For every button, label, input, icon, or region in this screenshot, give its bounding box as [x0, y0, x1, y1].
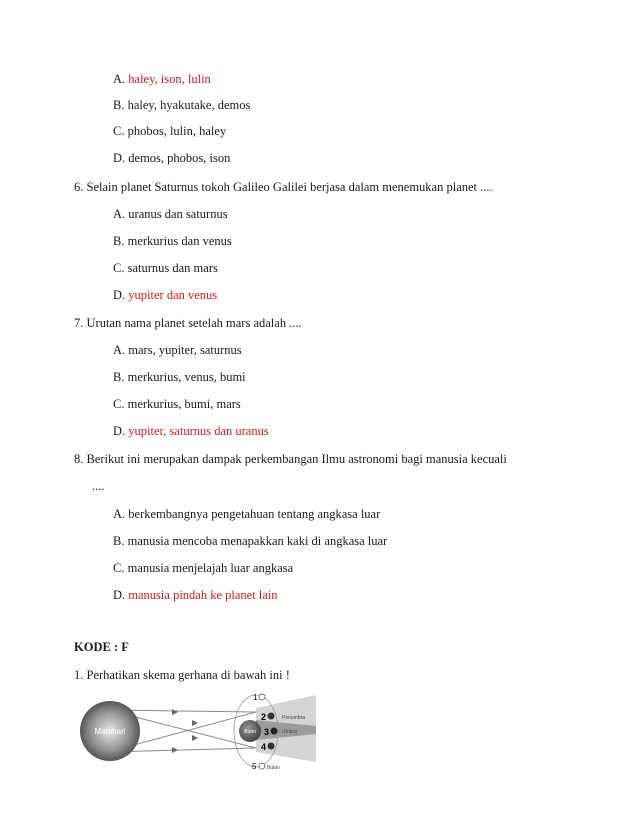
- q7-option-c: C. merkurius, bumi, mars: [113, 397, 241, 411]
- arrow-icon: [172, 747, 178, 753]
- arrow-icon: [172, 709, 178, 715]
- correct-answer-text: yupiter dan venus: [128, 288, 218, 302]
- q7-option-a: A. mars, yupiter, saturnus: [113, 343, 242, 357]
- umbra-label: Umbra: [282, 729, 298, 735]
- earth-label: Bumi: [244, 729, 256, 735]
- question-7: 7. Urutan nama planet setelah mars adalah ....: [74, 316, 302, 330]
- q8-option-c: C. manusia menjelajah luar angkasa: [113, 561, 294, 575]
- q5-option-a: A. haley, ison, lulin: [113, 72, 211, 86]
- correct-answer-text: manusia pindah ke planet lain: [128, 588, 278, 602]
- q8-option-b: B. manusia mencoba menapakkan kaki di angkasa luar: [113, 534, 388, 548]
- moon-position-1: [259, 694, 265, 700]
- arrow-icon: [192, 720, 198, 726]
- eclipse-diagram: [78, 690, 318, 772]
- q6-option-d: D. yupiter dan venus: [113, 288, 218, 302]
- correct-answer-text: yupiter, saturnus dan uranus: [128, 424, 269, 438]
- q8-option-a: A. berkembangnya pengetahuan tentang angkasa luar: [113, 507, 381, 521]
- question-6: 6. Selain planet Saturnus tokoh Galileo Galilei berjasa dalam menemukan planet ....: [74, 180, 493, 194]
- sun-label: Matahari: [94, 727, 126, 736]
- position-number: 2: [261, 712, 267, 722]
- q5-option-d: D. demos, phobos, ison: [113, 151, 231, 165]
- q6-option-c: C. saturnus dan mars: [113, 261, 218, 275]
- moon-label: Bulan: [267, 765, 280, 771]
- q6-option-a: A. uranus dan saturnus: [113, 207, 228, 221]
- position-number: 4: [261, 742, 267, 752]
- question-f1: 1. Perhatikan skema gerhana di bawah ini !: [74, 668, 290, 682]
- arrow-icon: [192, 735, 198, 741]
- q5-option-b: B. haley, hyakutake, demos: [113, 98, 251, 112]
- position-number: 5: [252, 762, 257, 771]
- q5-option-c: C. phobos, lulin, haley: [113, 124, 227, 138]
- question-8: 8. Berikut ini merupakan dampak perkembangan Ilmu astronomi bagi manusia kecuali: [74, 452, 507, 466]
- correct-answer-text: haley, ison, lulin: [128, 72, 211, 86]
- moon-position-3: [271, 728, 278, 735]
- section-title: KODE : F: [74, 640, 129, 654]
- q8-option-d: D. manusia pindah ke planet lain: [113, 588, 278, 602]
- q7-option-b: B. merkurius, venus, bumi: [113, 370, 246, 384]
- moon-position-4: [268, 743, 275, 750]
- moon-position-2: [268, 713, 275, 720]
- penumbra-label: Penumbra: [282, 715, 306, 721]
- position-number: 1: [253, 693, 258, 702]
- position-number: 3: [264, 727, 270, 737]
- question-8-continuation: ....: [92, 479, 105, 493]
- moon-position-5: [259, 763, 265, 769]
- q6-option-b: B. merkurius dan venus: [113, 234, 232, 248]
- q7-option-d: D. yupiter, saturnus dan uranus: [113, 424, 269, 438]
